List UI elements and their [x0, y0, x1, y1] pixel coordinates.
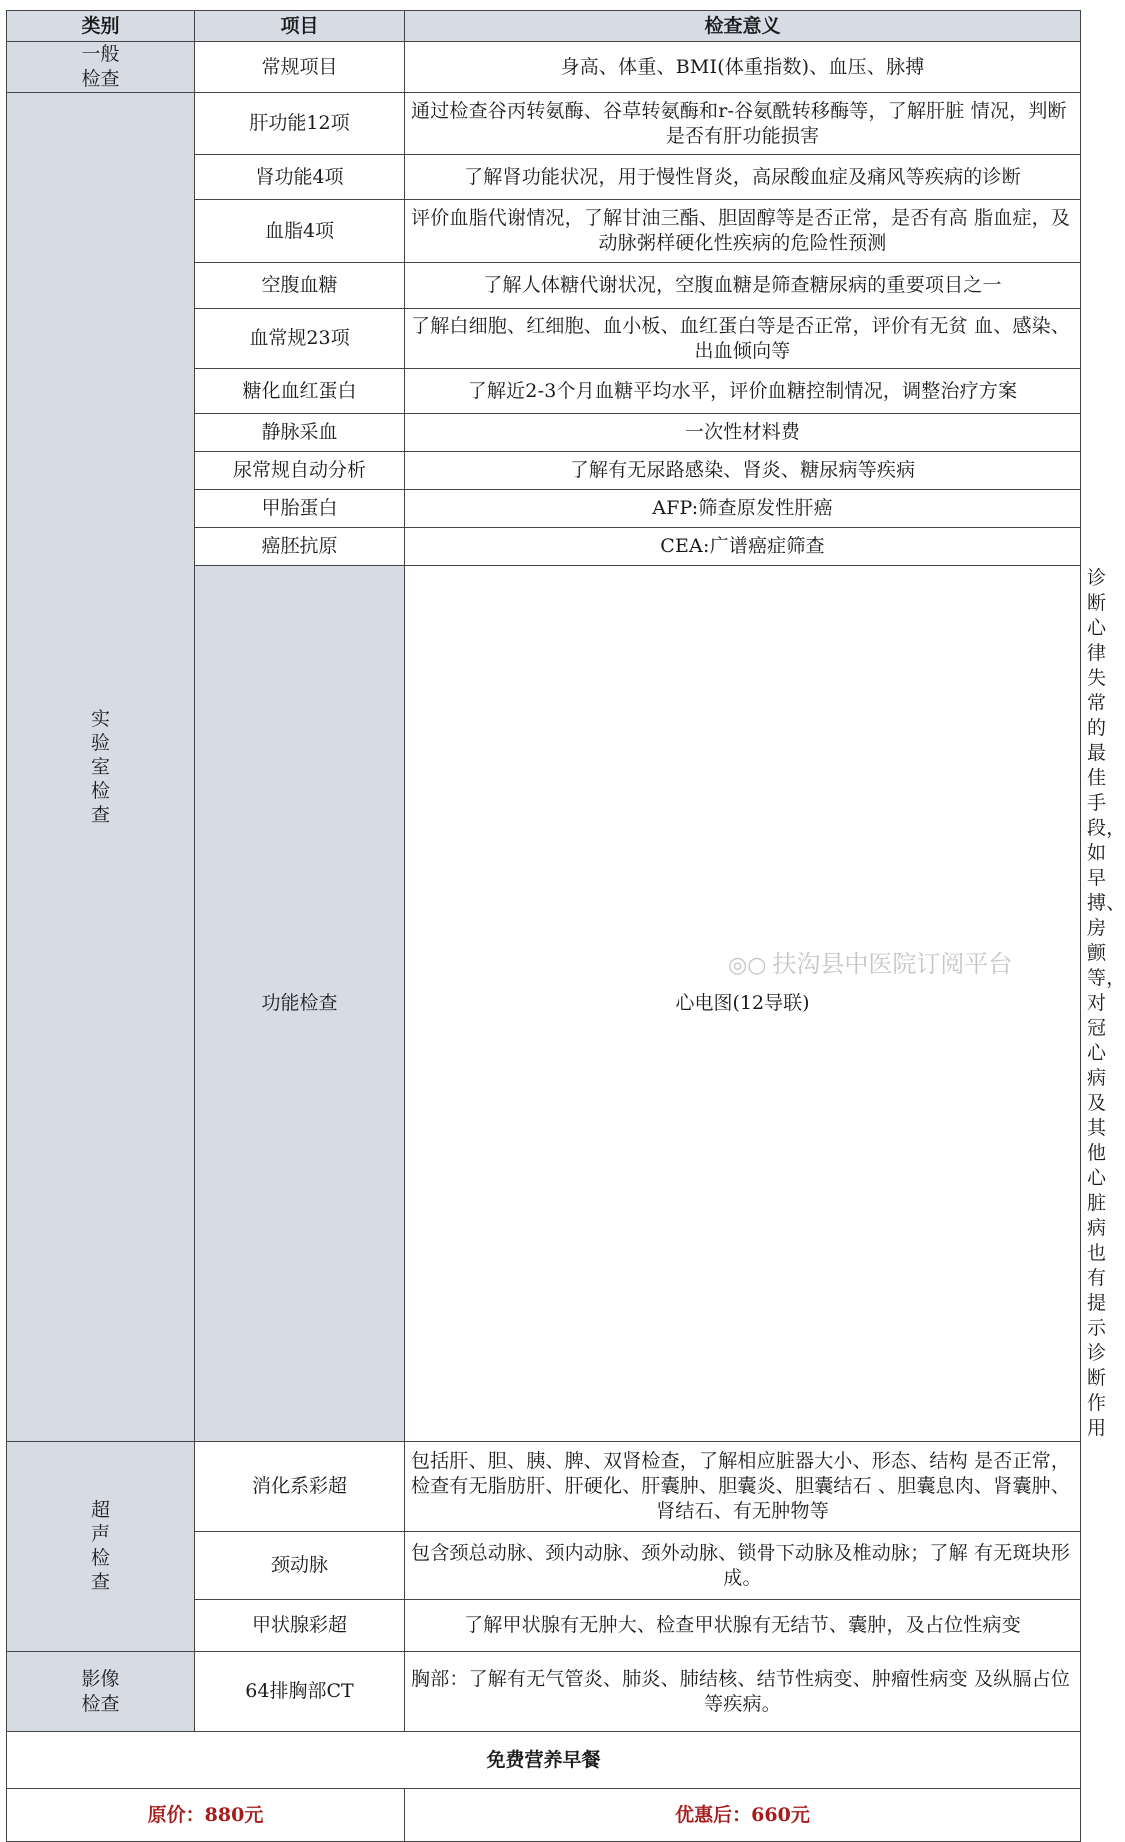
- item-meaning: 包含颈总动脉、颈内动脉、颈外动脉、锁骨下动脉及椎动脉；了解 有无斑块形成。: [405, 1532, 1081, 1600]
- category-imaging: 影像 检查: [7, 1652, 195, 1732]
- item-meaning: 了解人体糖代谢状况，空腹血糖是筛查糖尿病的重要项目之一: [405, 263, 1081, 309]
- exam-table: [6, 10, 1125, 1842]
- discount-price: 优惠后：660元: [405, 1789, 1081, 1842]
- table-header-row: [7, 11, 1081, 42]
- item-name: 颈动脉: [195, 1532, 405, 1600]
- item-name: 血脂4项: [195, 200, 405, 263]
- item-name: 心电图(12导联): [405, 566, 1081, 1442]
- watermark-text: 扶沟县中医院订阅平台: [772, 950, 1013, 978]
- table-row: [7, 1442, 1081, 1532]
- item-name: 肾功能4项: [195, 155, 405, 200]
- original-price: 原价：880元: [7, 1789, 405, 1842]
- table-row: [7, 93, 1081, 155]
- item-name: 糖化血红蛋白: [195, 369, 405, 414]
- item-meaning: 了解白细胞、红细胞、血小板、血红蛋白等是否正常，评价有无贫 血、感染、出血倾向等: [405, 309, 1081, 369]
- item-meaning: 通过检查谷丙转氨酶、谷草转氨酶和r-谷氨酰转移酶等，了解肝脏 情况，判断是否有肝功能损害: [405, 93, 1081, 155]
- category-function: 功能检查: [195, 566, 405, 1442]
- table-row: [7, 42, 1081, 93]
- table-row: [7, 1652, 1081, 1732]
- item-name: 消化系彩超: [195, 1442, 405, 1532]
- breakfast-row: [7, 1732, 1081, 1789]
- item-name: 空腹血糖: [195, 263, 405, 309]
- watermark: [728, 944, 1012, 979]
- item-meaning: 了解近2-3个月血糖平均水平，评价血糖控制情况，调整治疗方案: [405, 369, 1081, 414]
- header-category: 类别: [7, 11, 195, 42]
- item-name: 静脉采血: [195, 414, 405, 452]
- item-meaning: 评价血脂代谢情况，了解甘油三酯、胆固醇等是否正常，是否有高 脂血症，及动脉粥样硬化性疾病的危险性预测: [405, 200, 1081, 263]
- table-row: 功能检查 心电图(12导联) 诊断心律失常的最佳手段，如早搏、房颤等，对冠心病及其他心脏 病也有提示诊断作用: [7, 566, 1081, 1442]
- item-name: 尿常规自动分析: [195, 452, 405, 490]
- category-ultrasound: 超声检查: [7, 1442, 195, 1652]
- item-meaning: 一次性材料费: [405, 414, 1081, 452]
- item-meaning: 胸部：了解有无气管炎、肺炎、肺结核、结节性病变、肿瘤性病变 及纵膈占位等疾病。: [405, 1652, 1081, 1732]
- free-breakfast: 免费营养早餐: [7, 1732, 1081, 1789]
- item-name: 常规项目: [195, 42, 405, 93]
- price-row: [7, 1789, 1081, 1842]
- category-general: 一般 检查: [7, 42, 195, 93]
- item-name: 癌胚抗原: [195, 528, 405, 566]
- item-meaning: 了解有无尿路感染、肾炎、糖尿病等疾病: [405, 452, 1081, 490]
- item-meaning: 了解甲状腺有无肿大、检查甲状腺有无结节、囊肿，及占位性病变: [405, 1600, 1081, 1652]
- item-meaning: 身高、体重、BMI(体重指数)、血压、脉搏: [405, 42, 1081, 93]
- item-name: 甲状腺彩超: [195, 1600, 405, 1652]
- item-name: 血常规23项: [195, 309, 405, 369]
- item-meaning: 了解肾功能状况，用于慢性肾炎，高尿酸血症及痛风等疾病的诊断: [405, 155, 1081, 200]
- header-meaning: 检查意义: [405, 11, 1081, 42]
- item-meaning: AFP:筛查原发性肝癌: [405, 490, 1081, 528]
- category-lab: 实验室检查: [7, 93, 195, 1442]
- wechat-icon: ◎○: [728, 953, 767, 978]
- item-name: 甲胎蛋白: [195, 490, 405, 528]
- item-name: 肝功能12项: [195, 93, 405, 155]
- item-name: 64排胸部CT: [195, 1652, 405, 1732]
- header-item: 项目: [195, 11, 405, 42]
- item-meaning: 包括肝、胆、胰、脾、双肾检查，了解相应脏器大小、形态、结构 是否正常，检查有无脂肪肝、肝硬化、肝囊肿、胆囊炎、胆囊结石 、胆囊息肉、肾囊肿、肾结石、有无肿物等: [405, 1442, 1081, 1532]
- item-meaning: CEA:广谱癌症筛查: [405, 528, 1081, 566]
